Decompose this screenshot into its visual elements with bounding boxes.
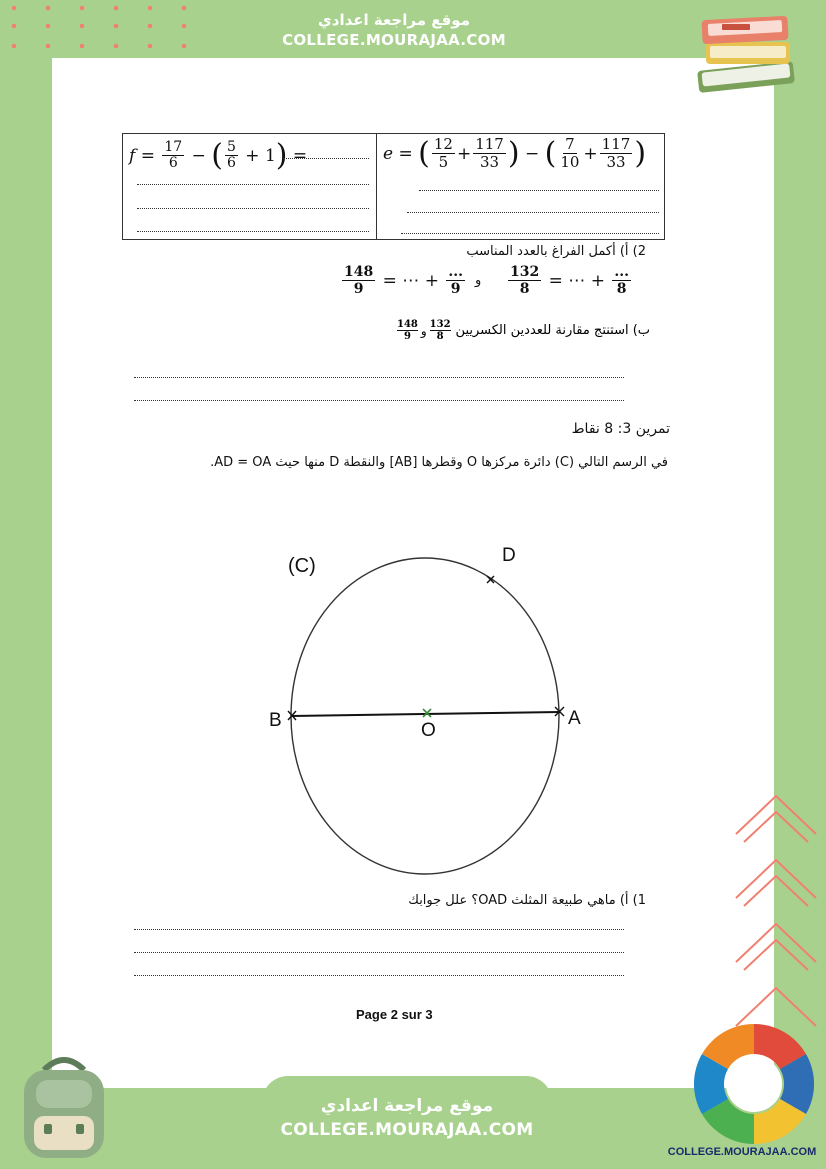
answer-line-f3[interactable]	[137, 231, 369, 232]
frac-148-9: $\frac{148}{9}$	[344, 264, 374, 297]
label-b: B	[269, 710, 282, 731]
question-2b	[396, 319, 650, 342]
question-2a: 2) أ) أكمل الفراغ بالعدد المناسب	[466, 244, 646, 259]
frac-12-5: $\frac{12}{5}$	[433, 135, 453, 171]
answer-line-e1[interactable]	[419, 190, 659, 191]
frac-blank-8[interactable]: $\frac{...}{8}$	[614, 264, 629, 297]
header-site-arabic: موقع مراجعة اعدادي	[318, 11, 470, 29]
answer-line-3-2[interactable]	[134, 952, 624, 953]
answer-line-3-3[interactable]	[134, 975, 624, 976]
frac-117-33-b: $\frac{117}{33}$	[601, 135, 631, 171]
frac-blank-9[interactable]: $\frac{...}{9}$	[448, 264, 463, 297]
exercise-3-statement: في الرسم التالي (C) دائرة مركزها O وقطرها [AB] والنقطة D منها حيث AD = OA.	[210, 455, 668, 470]
exercise-3-title: تمرين 3: 8 نقاط	[571, 421, 670, 437]
question-2b-text: ب) استنتج مقارنة للعددين الكسريين	[455, 323, 651, 338]
chevron-decoration-icon	[730, 792, 820, 1032]
site-logo-icon	[692, 1022, 816, 1146]
question-3-1: 1) أ) ماهي طبيعة المثلث OAD؟ علل جوابك	[408, 893, 646, 908]
logo-caption: COLLEGE.MOURAJAA.COM	[667, 1146, 817, 1158]
expression-f: f = $\frac{17}{6}$ − ( $\frac{5}{6}$ + 1 ) =	[129, 137, 308, 173]
var-f: f	[129, 145, 136, 166]
footer-banner[interactable]	[262, 1076, 552, 1156]
header-banner[interactable]	[262, 6, 526, 58]
header-site-url: COLLEGE.MOURAJAA.COM	[282, 31, 506, 49]
num-one: 1	[264, 145, 276, 166]
equation-132-8: $\frac{132}{8}$ = ⋯ + $\frac{...}{8}$	[510, 264, 629, 297]
decorative-dots	[0, 0, 200, 56]
answer-line-2b-1[interactable]	[134, 377, 624, 378]
answer-line-2b-2[interactable]	[134, 400, 624, 401]
frac-7-10: $\frac{7}{10}$	[560, 135, 580, 171]
answer-line-3-1[interactable]	[134, 929, 624, 930]
and-word: و	[474, 273, 482, 288]
answer-line-e3[interactable]	[401, 233, 659, 234]
answer-line-f2[interactable]	[137, 208, 369, 209]
q2b-and-word: و	[420, 323, 427, 338]
answer-line-f1[interactable]	[137, 184, 369, 185]
table-divider	[376, 134, 377, 239]
label-c: (C)	[288, 555, 316, 577]
footer-site-url: COLLEGE.MOURAJAA.COM	[280, 1120, 534, 1140]
page-number: Page 2 sur 3	[356, 1007, 433, 1022]
expression-table	[122, 133, 665, 240]
answer-line-e2[interactable]	[407, 212, 659, 213]
label-a: A	[568, 708, 581, 729]
answer-line-f0[interactable]	[283, 158, 369, 159]
frac-132-8: $\frac{132}{8}$	[510, 264, 540, 297]
label-d: D	[502, 545, 516, 566]
q2b-frac-132-8: $\frac{132}{8}$	[429, 319, 451, 342]
frac-17-6: $\frac{17}{6}$	[164, 139, 183, 171]
circle-figure	[260, 540, 600, 880]
footer-site-arabic: موقع مراجعة اعدادي	[320, 1096, 494, 1116]
var-e: e	[383, 143, 394, 164]
backpack-icon	[14, 1052, 114, 1162]
q2b-frac-148-9: $\frac{148}{9}$	[397, 319, 418, 342]
expression-e: e = ( $\frac{12}{5}$ + $\frac{117}{33}$ ) − ( $\frac{7}{10}$ + $\frac{117}{33}$ )	[383, 135, 647, 171]
frac-117-33-a: $\frac{117}{33}$	[475, 135, 504, 171]
frac-5-6: $\frac{5}{6}$	[226, 139, 236, 171]
equation-148-9: $\frac{148}{9}$ = ⋯ + $\frac{...}{9}$ و	[344, 264, 482, 297]
label-o: O	[421, 720, 436, 741]
books-icon	[692, 8, 802, 94]
